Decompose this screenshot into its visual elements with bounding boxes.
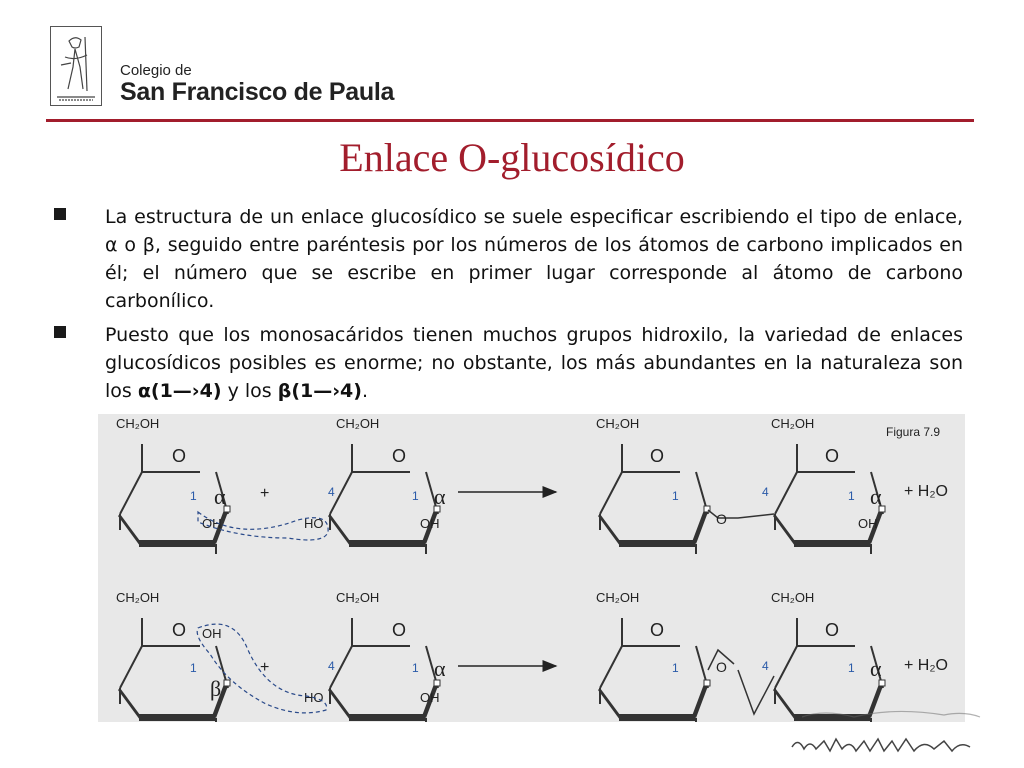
bullet-text-2 xyxy=(105,321,963,405)
ring-oxygen-label: O xyxy=(825,446,840,466)
ring-oxygen-label: O xyxy=(392,446,407,466)
ch2oh-label: CH₂OH xyxy=(596,590,640,605)
ring-oxygen-label: O xyxy=(650,446,665,466)
plus-sign: + xyxy=(260,659,270,676)
water-product-label: + H₂O xyxy=(904,483,948,500)
alpha-bond-label: α(1—›4) xyxy=(137,380,222,402)
bridge-oxygen-label: O xyxy=(716,511,727,527)
carbon-4-label: 4 xyxy=(762,485,769,499)
org-name-line2: San Francisco de Paula xyxy=(120,78,395,106)
alpha-label: α xyxy=(434,656,446,681)
water-product-label: + H₂O xyxy=(904,657,948,674)
ho-label: HO xyxy=(304,516,324,531)
ring-oxygen-label: O xyxy=(825,620,840,640)
ch2oh-label: CH₂OH xyxy=(336,590,380,605)
bullet-text-1: La estructura de un enlace glucosídico se suele especificar escribiendo el tipo de enlace, α o β, seguido entre paréntesis por los números de los átomos de carbono implicados en él; el número que se escribe en primer lugar corresponde al átomo de carbono carbonílico. xyxy=(105,206,963,312)
carbon-1-label: 1 xyxy=(412,661,419,675)
ring-oxygen-label: O xyxy=(650,620,665,640)
slide-title: Enlace O-glucosídico xyxy=(339,135,685,180)
carbon-1-label: 1 xyxy=(190,489,197,503)
ring-oxygen-label: O xyxy=(172,620,187,640)
ho-label: HO xyxy=(304,690,324,705)
ch2oh-label: CH₂OH xyxy=(116,416,160,431)
glycosidic-bond-figure xyxy=(98,414,965,722)
ch2oh-label: CH₂OH xyxy=(596,416,640,431)
carbon-1-label: 1 xyxy=(190,661,197,675)
oh-label: OH xyxy=(858,516,878,531)
college-logo xyxy=(50,26,102,106)
carbon-1-label: 1 xyxy=(672,489,679,503)
bullet-text-2-mid: y los xyxy=(221,380,278,402)
figure-caption: Figura 7.9 xyxy=(886,425,941,439)
bridge-oxygen-label: O xyxy=(716,659,727,675)
ch2oh-label: CH₂OH xyxy=(116,590,160,605)
header-divider xyxy=(46,119,974,122)
handwritten-signature xyxy=(784,705,984,765)
alpha-label: α xyxy=(870,484,882,509)
carbon-1-label: 1 xyxy=(848,489,855,503)
alpha-label: α xyxy=(434,484,446,509)
bullet-marker xyxy=(54,326,66,338)
ch2oh-label: CH₂OH xyxy=(771,590,815,605)
alpha-label: α xyxy=(214,484,226,509)
oh-label: OH xyxy=(202,516,222,531)
beta-bond-label: β(1—›4) xyxy=(277,380,362,402)
org-name-line1: Colegio de xyxy=(120,62,192,79)
ring-oxygen-label: O xyxy=(392,620,407,640)
bullet-text-2-end: . xyxy=(361,380,369,402)
carbon-4-label: 4 xyxy=(328,485,335,499)
carbon-1-label: 1 xyxy=(412,489,419,503)
alpha-label: α xyxy=(870,656,882,681)
beta-label: β xyxy=(210,676,222,701)
bullet-text-2-lead: Puesto que los monosacáridos tienen muchos grupos hidroxilo, la variedad de enlaces glucosídicos posibles es enorme; no obstante, los más abundantes en la naturaleza son los xyxy=(105,324,963,402)
bullet-marker xyxy=(54,208,66,220)
carbon-1-label: 1 xyxy=(848,661,855,675)
ch2oh-label: CH₂OH xyxy=(771,416,815,431)
carbon-4-label: 4 xyxy=(762,659,769,673)
ch2oh-label: CH₂OH xyxy=(336,416,380,431)
oh-label: OH xyxy=(202,626,222,641)
oh-label: OH xyxy=(420,516,440,531)
ring-oxygen-label: O xyxy=(172,446,187,466)
carbon-4-label: 4 xyxy=(328,659,335,673)
carbon-1-label: 1 xyxy=(672,661,679,675)
oh-label: OH xyxy=(420,690,440,705)
plus-sign: + xyxy=(260,485,270,502)
